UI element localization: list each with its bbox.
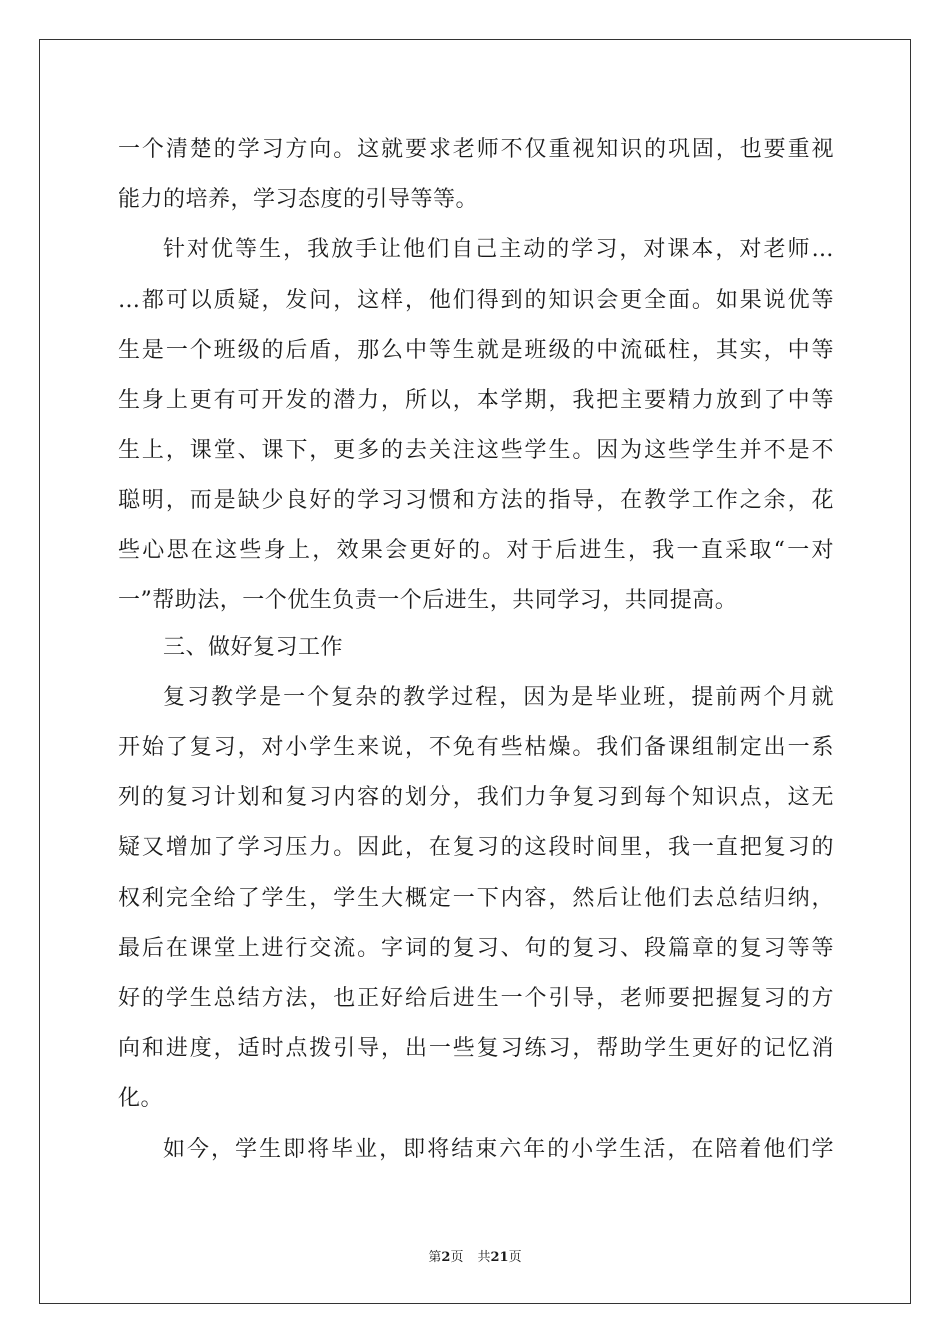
page-unit: 页 bbox=[450, 1250, 464, 1265]
text-line: 一”帮助法，一个优生负责一个后进生，共同学习，共同提高。 bbox=[118, 588, 738, 613]
text-line: 化。 bbox=[118, 1086, 164, 1111]
text-line: 针对优等生，我放手让他们自己主动的学习，对课本，对老师… bbox=[163, 237, 834, 262]
text-line: 复习教学是一个复杂的教学过程，因为是毕业班，提前两个月就 bbox=[163, 685, 834, 710]
text-line: 最后在课堂上进行交流。字词的复习、句的复习、段篇章的复习等等 bbox=[118, 936, 834, 961]
text-line: 疑又增加了学习压力。因此，在复习的这段时间里，我一直把复习的 bbox=[118, 835, 834, 860]
text-line: 好的学生总结方法，也正好给后进生一个引导，老师要把握复习的方 bbox=[118, 986, 834, 1011]
text-line: 生身上更有可开发的潜力，所以，本学期，我把主要精力放到了中等 bbox=[118, 388, 834, 413]
text-line: 向和进度，适时点拨引导，出一些复习练习，帮助学生更好的记忆消 bbox=[118, 1036, 834, 1061]
total-unit: 页 bbox=[508, 1250, 522, 1265]
section-heading: 三、做好复习工作 bbox=[163, 635, 344, 660]
page-number: 2 bbox=[441, 1250, 451, 1265]
text-line: …都可以质疑，发问，这样，他们得到的知识会更全面。如果说优等 bbox=[118, 288, 834, 313]
text-line: 聪明，而是缺少良好的学习习惯和方法的指导，在教学工作之余，花 bbox=[118, 488, 834, 513]
total-pages: 21 bbox=[490, 1250, 509, 1265]
text-line: 生是一个班级的后盾，那么中等生就是班级的中流砥柱，其实，中等 bbox=[118, 338, 834, 363]
text-line: 生上，课堂、课下，更多的去关注这些学生。因为这些学生并不是不 bbox=[118, 438, 834, 463]
text-line: 如今，学生即将毕业，即将结束六年的小学生活，在陪着他们学 bbox=[163, 1137, 834, 1162]
page-prefix: 第 bbox=[428, 1250, 442, 1265]
page-footer bbox=[0, 1246, 950, 1265]
text-line: 权利完全给了学生，学生大概定一下内容，然后让他们去总结归纳， bbox=[118, 886, 834, 911]
text-line: 一个清楚的学习方向。这就要求老师不仅重视知识的巩固，也要重视 bbox=[118, 137, 834, 162]
text-line: 列的复习计划和复习内容的划分，我们力争复习到每个知识点，这无 bbox=[118, 785, 834, 810]
text-line: 开始了复习，对小学生来说，不免有些枯燥。我们备课组制定出一系 bbox=[118, 735, 834, 760]
text-line: 些心思在这些身上，效果会更好的。对于后进生，我一直采取“一对 bbox=[118, 538, 834, 563]
total-prefix: 共 bbox=[477, 1250, 491, 1265]
text-line: 能力的培养，学习态度的引导等等。 bbox=[118, 187, 479, 212]
page-border bbox=[39, 39, 911, 1304]
